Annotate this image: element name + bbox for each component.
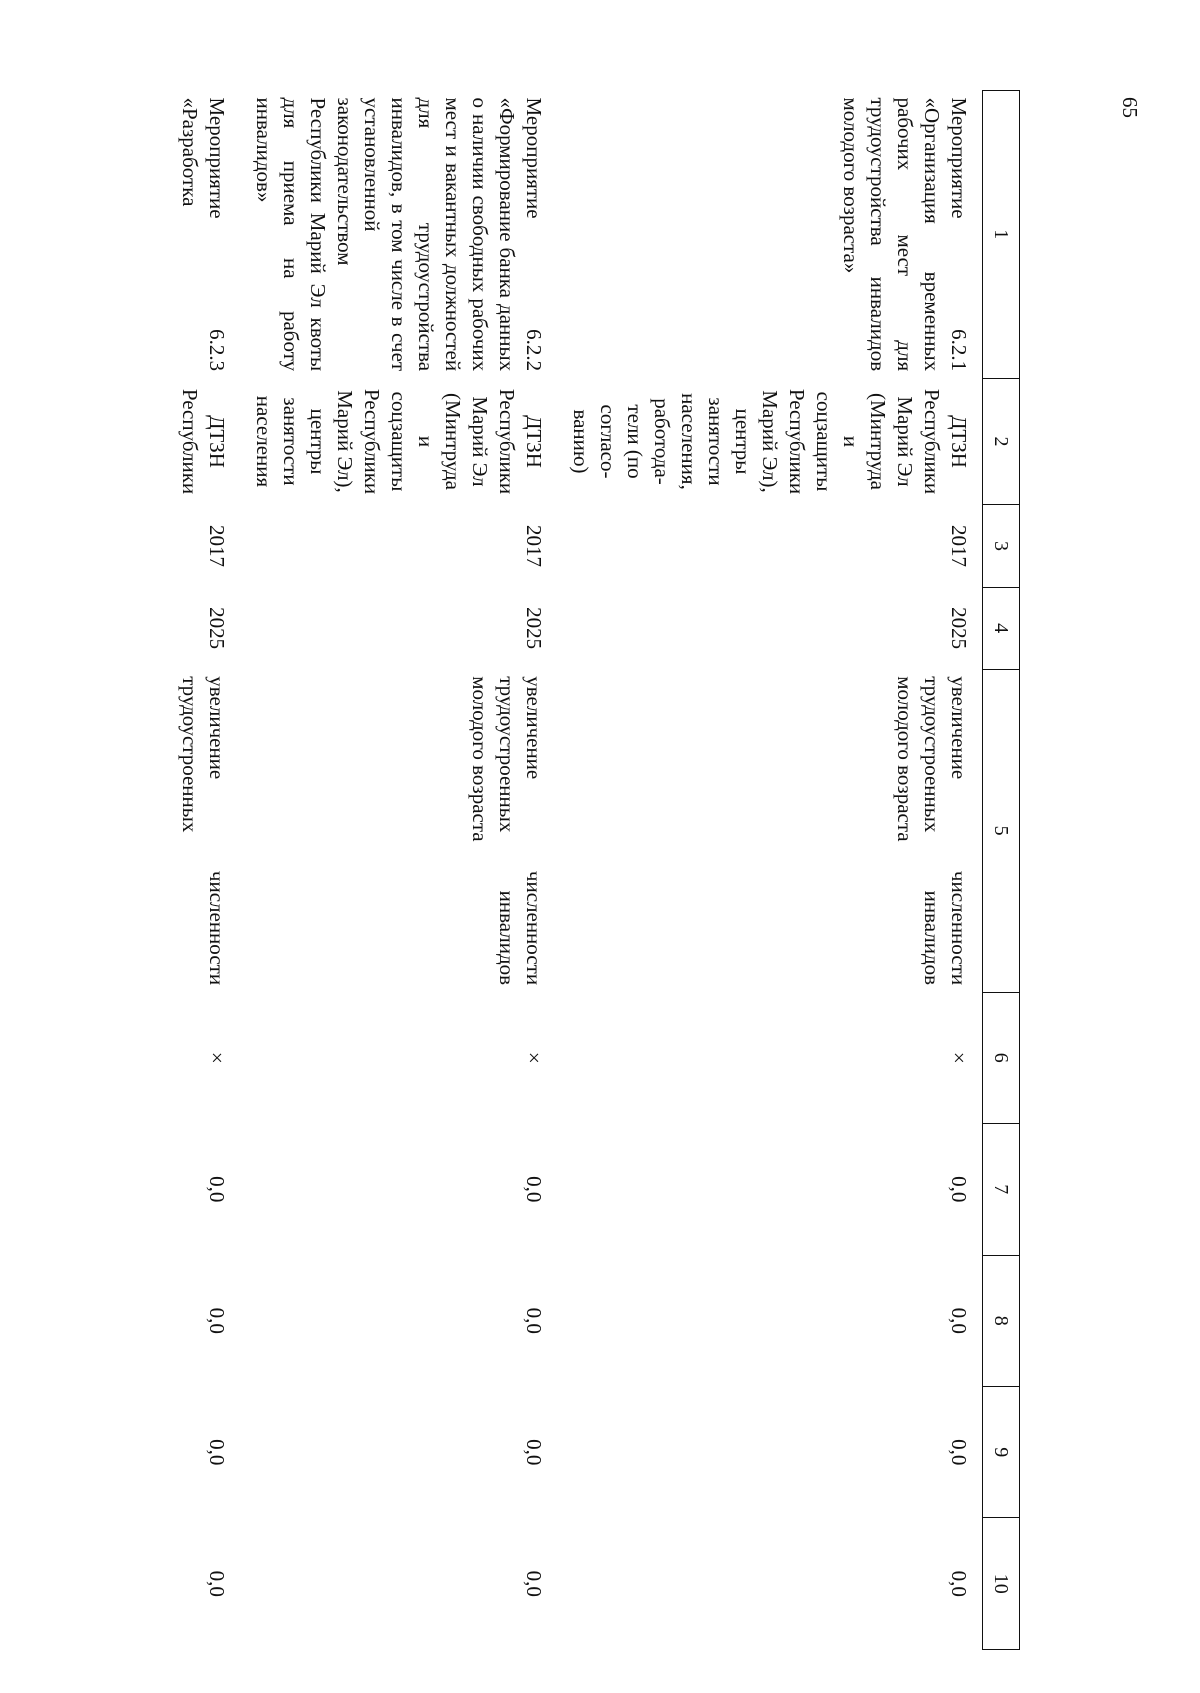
start-year: 2017 bbox=[522, 524, 546, 567]
value-col-8: 0,0 bbox=[522, 1307, 546, 1334]
measure-name: Мероприятие 6.2.2 «Формирование банка данных о наличии свободных рабочих мест и вакантных должностей для трудоустройства инвалидов, в том числе в счет установленной законодательством Республики Марий Эл квоты для приема на работу инвалидов» bbox=[252, 97, 546, 372]
measure-name: Мероприятие 6.2.1 «Организация временных рабочих мест для трудоустройства инвалидов молодого возраста» bbox=[839, 97, 971, 372]
measure-name: Мероприятие 6.2.3 «Разработка bbox=[178, 97, 229, 372]
value-col-7: 0,0 bbox=[522, 1176, 546, 1203]
value-col-10: 0,0 bbox=[947, 1570, 971, 1597]
col-header-7: 7 bbox=[983, 1124, 1020, 1255]
value-col-8: 0,0 bbox=[947, 1307, 971, 1334]
end-year: 2025 bbox=[947, 607, 971, 650]
value-col-9: 0,0 bbox=[947, 1439, 971, 1466]
value-col-7: 0,0 bbox=[947, 1176, 971, 1203]
start-year: 2017 bbox=[947, 524, 971, 567]
col-header-5: 5 bbox=[983, 669, 1020, 992]
expected-result: увеличение численности трудоустроенных инвалидов молодого возраста bbox=[468, 676, 546, 986]
table-row bbox=[557, 91, 983, 1650]
value-col-9: 0,0 bbox=[522, 1439, 546, 1466]
end-year: 2025 bbox=[205, 607, 229, 650]
expected-result: увеличение численности трудоустроенных bbox=[178, 676, 229, 986]
col-header-1: 1 bbox=[983, 91, 1020, 379]
page-number: 65 bbox=[1118, 97, 1142, 118]
executor: ДТЗН Республики Марий Эл (Минтруда и соцзащиты Республики Марий Эл), центры занятости населения bbox=[252, 388, 546, 495]
value-col-8: 0,0 bbox=[205, 1307, 229, 1334]
value-col-10: 0,0 bbox=[205, 1570, 229, 1597]
indicator-link: × bbox=[205, 1051, 229, 1064]
col-header-2: 2 bbox=[983, 378, 1020, 505]
executor: ДТЗН Республики Марий Эл (Минтруда и соцзащиты Республики Марий Эл), центры занятости населения, работода-тели (по согласо-ванию) bbox=[569, 388, 971, 495]
col-header-3: 3 bbox=[983, 505, 1020, 587]
value-col-10: 0,0 bbox=[522, 1570, 546, 1597]
program-measures-table bbox=[166, 90, 1020, 1650]
executor: ДТЗН Республики bbox=[178, 388, 229, 495]
table-row bbox=[166, 91, 240, 1650]
value-col-9: 0,0 bbox=[205, 1439, 229, 1466]
col-header-6: 6 bbox=[983, 992, 1020, 1123]
header-row bbox=[983, 91, 1020, 1650]
col-header-9: 9 bbox=[983, 1386, 1020, 1517]
value-col-7: 0,0 bbox=[205, 1176, 229, 1203]
indicator-link: × bbox=[947, 1051, 971, 1064]
rotated-table-container bbox=[178, 90, 1020, 1650]
table-row bbox=[240, 91, 557, 1650]
col-header-10: 10 bbox=[983, 1518, 1020, 1650]
col-header-8: 8 bbox=[983, 1255, 1020, 1386]
indicator-link: × bbox=[522, 1051, 546, 1064]
col-header-4: 4 bbox=[983, 587, 1020, 669]
end-year: 2025 bbox=[522, 607, 546, 650]
start-year: 2017 bbox=[205, 524, 229, 567]
expected-result: увеличение численности трудоустроенных инвалидов молодого возраста bbox=[893, 676, 971, 986]
